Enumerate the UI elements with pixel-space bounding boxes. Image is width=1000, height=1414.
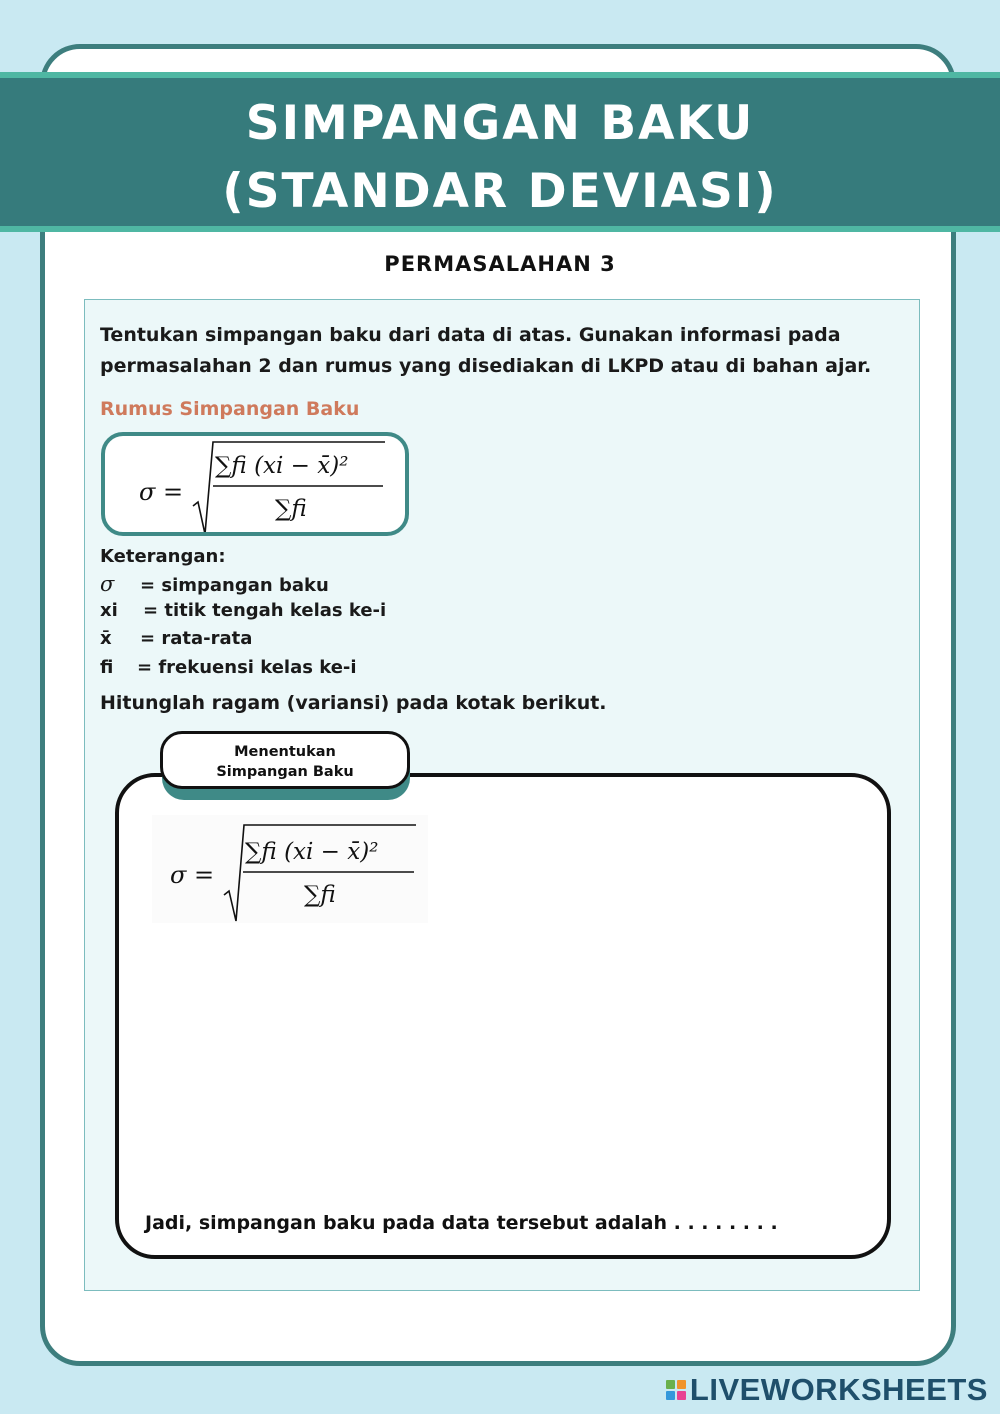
- section-title: PERMASALAHAN 3: [384, 252, 616, 276]
- formula2-denominator: ∑fi: [304, 882, 336, 908]
- brand-tile: [666, 1391, 675, 1400]
- legend-item: [100, 572, 329, 596]
- legend-item: [100, 600, 386, 621]
- legend-symbol: σ: [100, 572, 115, 596]
- formula-image: [152, 815, 428, 923]
- std-dev-formula-2: [152, 815, 428, 923]
- formula-denominator: ∑fi: [275, 496, 307, 522]
- legend-symbol: fi: [100, 657, 114, 678]
- formula2-numerator: ∑fi (xi − x̄)²: [245, 839, 379, 865]
- legend-desc: = frekuensi kelas ke-i: [137, 657, 357, 678]
- formula-box: [101, 432, 409, 536]
- legend-item: [100, 657, 357, 678]
- formula-lhs: σ =: [139, 478, 184, 506]
- formula-numerator: ∑fi (xi − x̄)²: [215, 453, 349, 479]
- instructions: [100, 320, 900, 382]
- tab-label-line-2: Simpangan Baku: [216, 764, 354, 780]
- brand-tile: [666, 1380, 675, 1389]
- page-title-line-1: SIMPANGAN BAKU: [245, 96, 755, 151]
- instructions-line-1: Tentukan simpangan baku dari data di atas. Gunakan informasi pada: [100, 324, 841, 346]
- legend-desc: = rata-rata: [140, 628, 253, 649]
- brand-tile: [677, 1391, 686, 1400]
- legend-desc: = titik tengah kelas ke-i: [143, 600, 387, 621]
- header-banner: [0, 72, 1000, 232]
- task-instruction: Hitunglah ragam (variansi) pada kotak berikut.: [100, 692, 607, 714]
- brand-tile: [677, 1380, 686, 1389]
- work-area-tab: [160, 731, 410, 789]
- instructions-line-2: permasalahan 2 dan rumus yang disediakan di LKPD atau di bahan ajar.: [100, 355, 872, 377]
- formula2-lhs: σ =: [170, 861, 215, 889]
- legend-symbol: x̄: [100, 628, 112, 649]
- formula-title: Rumus Simpangan Baku: [100, 398, 360, 420]
- legend-symbol: xi: [100, 600, 118, 621]
- page-title-line-2: (STANDAR DEVIASI): [222, 164, 778, 219]
- brand-text: LIVEWORKSHEETS: [689, 1372, 988, 1407]
- liveworksheets-logo: [666, 1374, 988, 1406]
- brand-tiles-icon: [666, 1380, 686, 1400]
- std-dev-formula: [105, 436, 405, 532]
- conclusion-text: Jadi, simpangan baku pada data tersebut adalah . . . . . . . .: [145, 1212, 778, 1234]
- tab-label-line-1: Menentukan: [234, 744, 336, 760]
- legend-desc: = simpangan baku: [140, 575, 329, 596]
- legend-item: [100, 628, 252, 649]
- legend-title: Keterangan:: [100, 546, 226, 567]
